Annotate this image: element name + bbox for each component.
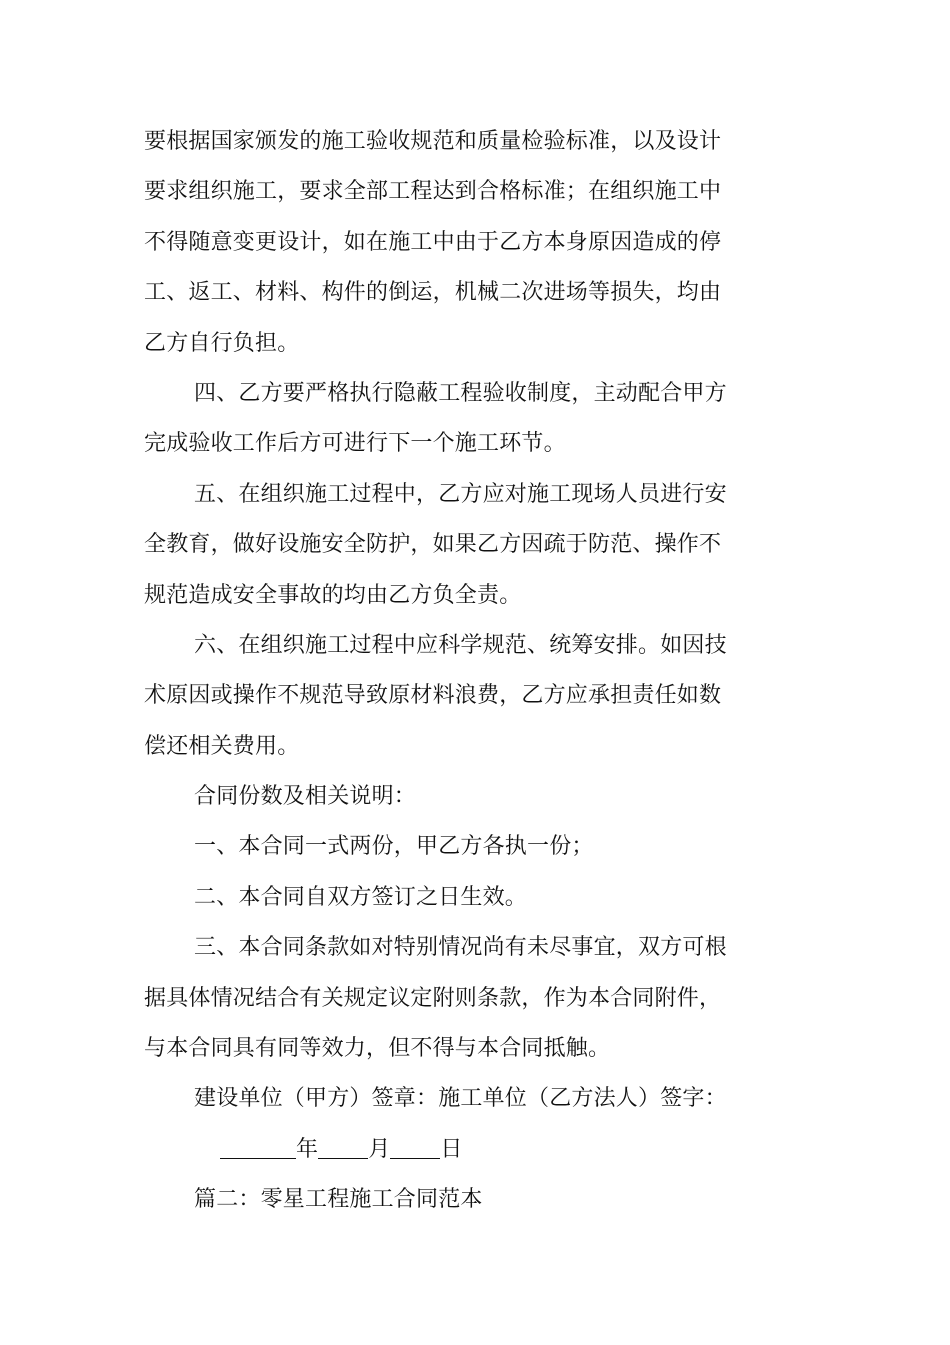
body-line: 规范造成安全事故的均由乙方负全责。 [144,582,522,608]
body-line: 据具体情况结合有关规定议定附则条款，作为本合同附件， [144,985,722,1011]
body-line: 术原因或操作不规范导致原材料浪费，乙方应承担责任如数 [144,683,722,709]
month-label: 月 [368,1136,391,1162]
document-body [144,117,744,1226]
section-title: 篇二：零星工程施工合同范本 [194,1187,483,1213]
clause-four-line: 四、乙方要严格执行隐蔽工程验收制度，主动配合甲方 [194,380,727,406]
copies-item-one: 一、本合同一式两份，甲乙方各执一份； [194,834,594,860]
signature-line: 建设单位（甲方）签章：施工单位（乙方法人）签字： [194,1086,727,1112]
month-blank [318,1134,368,1159]
year-blank [220,1134,296,1159]
body-line: 全教育，做好设施安全防护，如果乙方因疏于防范、操作不 [144,532,722,558]
copies-item-three: 三、本合同条款如对特别情况尚有未尽事宜，双方可根 [194,935,727,961]
day-label: 日 [440,1136,463,1162]
body-line: 乙方自行负担。 [144,330,300,356]
body-line: 要根据国家颁发的施工验收规范和质量检验标准，以及设计 [144,129,722,154]
body-line: 要求组织施工，要求全部工程达到合格标准；在组织施工中 [144,179,722,205]
copies-item-two: 二、本合同自双方签订之日生效。 [194,884,528,910]
clause-five-line: 五、在组织施工过程中，乙方应对施工现场人员进行安 [194,481,727,507]
day-blank [390,1134,440,1159]
body-line: 偿还相关费用。 [144,733,300,759]
body-line: 不得随意变更设计，如在施工中由于乙方本身原因造成的停 [144,229,722,255]
body-line: 工、返工、材料、构件的倒运，机械二次进场等损失，均由 [144,280,722,306]
date-line [144,1125,744,1175]
year-label: 年 [296,1136,319,1162]
body-line: 完成验收工作后方可进行下一个施工环节。 [144,431,566,457]
body-line: 与本合同具有同等效力，但不得与本合同抵触。 [144,1036,611,1062]
clause-six-line: 六、在组织施工过程中应科学规范、统筹安排。如因技 [194,632,727,658]
copies-heading: 合同份数及相关说明： [194,784,417,810]
